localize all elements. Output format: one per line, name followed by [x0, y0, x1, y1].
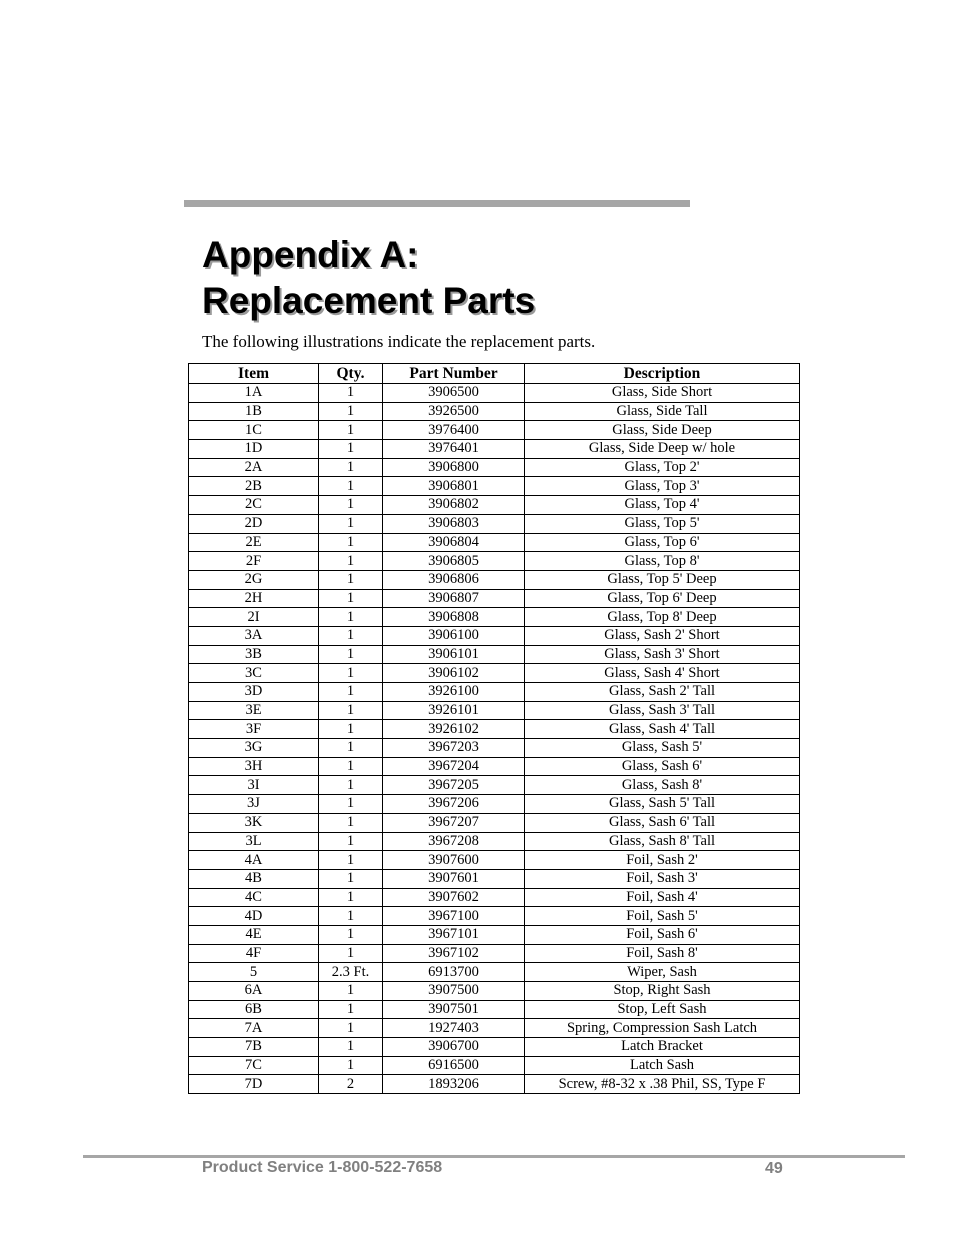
cell-item: 1C [189, 421, 319, 440]
cell-item: 4B [189, 869, 319, 888]
cell-description: Foil, Sash 8' [525, 944, 800, 963]
cell-part-number: 6916500 [383, 1056, 525, 1075]
cell-part-number: 3906100 [383, 626, 525, 645]
cell-item: 6A [189, 982, 319, 1001]
table-row [189, 440, 800, 459]
top-divider [184, 200, 690, 207]
footer-phone: Product Service 1-800-522-7658 [202, 1159, 443, 1176]
table-row [189, 496, 800, 515]
cell-description: Glass, Top 3' [525, 477, 800, 496]
cell-qty: 1 [319, 1000, 383, 1019]
cell-part-number: 3926101 [383, 701, 525, 720]
table-row [189, 552, 800, 571]
cell-part-number: 3967100 [383, 907, 525, 926]
table-row [189, 1000, 800, 1019]
cell-description: Glass, Sash 3' Tall [525, 701, 800, 720]
table-row [189, 907, 800, 926]
cell-part-number: 3906102 [383, 664, 525, 683]
footer-divider [83, 1155, 905, 1158]
cell-qty: 1 [319, 664, 383, 683]
cell-description: Glass, Sash 5' [525, 739, 800, 758]
cell-description: Glass, Side Deep [525, 421, 800, 440]
cell-qty: 1 [319, 533, 383, 552]
cell-description: Foil, Sash 3' [525, 869, 800, 888]
table-row [189, 888, 800, 907]
cell-description: Glass, Sash 2' Short [525, 626, 800, 645]
header-qty: Qty. [319, 364, 383, 384]
cell-item: 5 [189, 963, 319, 982]
cell-description: Glass, Side Tall [525, 402, 800, 421]
cell-description: Glass, Top 5' Deep [525, 570, 800, 589]
cell-item: 6B [189, 1000, 319, 1019]
cell-item: 3I [189, 776, 319, 795]
table-row [189, 533, 800, 552]
cell-item: 7C [189, 1056, 319, 1075]
cell-part-number: 3967203 [383, 739, 525, 758]
cell-qty: 1 [319, 757, 383, 776]
cell-description: Foil, Sash 2' [525, 851, 800, 870]
cell-item: 2C [189, 496, 319, 515]
table-row [189, 645, 800, 664]
cell-part-number: 6913700 [383, 963, 525, 982]
cell-description: Foil, Sash 6' [525, 925, 800, 944]
cell-item: 2F [189, 552, 319, 571]
cell-description: Wiper, Sash [525, 963, 800, 982]
intro-text: The following illustrations indicate the replacement parts. [202, 332, 596, 351]
cell-qty: 1 [319, 795, 383, 814]
cell-part-number: 3976401 [383, 440, 525, 459]
cell-description: Glass, Side Short [525, 384, 800, 403]
table-row [189, 1056, 800, 1075]
table-row [189, 626, 800, 645]
table-row [189, 963, 800, 982]
cell-item: 2D [189, 514, 319, 533]
cell-part-number: 1893206 [383, 1075, 525, 1094]
cell-qty: 1 [319, 440, 383, 459]
table-row [189, 795, 800, 814]
cell-description: Glass, Sash 3' Short [525, 645, 800, 664]
cell-part-number: 3976400 [383, 421, 525, 440]
table-row [189, 1019, 800, 1038]
cell-part-number: 3967207 [383, 813, 525, 832]
cell-qty: 1 [319, 813, 383, 832]
cell-description: Glass, Top 8' [525, 552, 800, 571]
cell-description: Glass, Sash 4' Tall [525, 720, 800, 739]
cell-qty: 1 [319, 570, 383, 589]
cell-qty: 1 [319, 421, 383, 440]
cell-item: 2H [189, 589, 319, 608]
table-row [189, 1075, 800, 1094]
cell-description: Glass, Sash 4' Short [525, 664, 800, 683]
cell-qty: 1 [319, 944, 383, 963]
title-line-1: Appendix A: [202, 234, 419, 275]
table-row [189, 701, 800, 720]
cell-qty: 1 [319, 907, 383, 926]
cell-description: Glass, Top 2' [525, 458, 800, 477]
cell-item: 4E [189, 925, 319, 944]
cell-item: 2A [189, 458, 319, 477]
cell-item: 3B [189, 645, 319, 664]
cell-part-number: 3907600 [383, 851, 525, 870]
cell-description: Glass, Sash 6' [525, 757, 800, 776]
table-row [189, 664, 800, 683]
table-row [189, 739, 800, 758]
table-row [189, 776, 800, 795]
cell-description: Foil, Sash 5' [525, 907, 800, 926]
table-row [189, 1038, 800, 1057]
cell-qty: 1 [319, 1038, 383, 1057]
cell-item: 1A [189, 384, 319, 403]
cell-qty: 1 [319, 869, 383, 888]
title-line-2: Replacement Parts [202, 280, 536, 321]
cell-part-number: 3967204 [383, 757, 525, 776]
cell-item: 3E [189, 701, 319, 720]
cell-description: Stop, Left Sash [525, 1000, 800, 1019]
cell-description: Glass, Sash 8' Tall [525, 832, 800, 851]
cell-item: 4D [189, 907, 319, 926]
cell-qty: 1 [319, 720, 383, 739]
cell-item: 4C [189, 888, 319, 907]
cell-qty: 1 [319, 496, 383, 515]
cell-qty: 1 [319, 589, 383, 608]
cell-item: 4F [189, 944, 319, 963]
table-row [189, 757, 800, 776]
table-row [189, 608, 800, 627]
cell-part-number: 3967102 [383, 944, 525, 963]
cell-description: Glass, Top 6' [525, 533, 800, 552]
cell-part-number: 3967101 [383, 925, 525, 944]
table-row [189, 832, 800, 851]
table-row [189, 851, 800, 870]
cell-description: Stop, Right Sash [525, 982, 800, 1001]
cell-description: Latch Bracket [525, 1038, 800, 1057]
cell-item: 3D [189, 683, 319, 702]
cell-part-number: 3907601 [383, 869, 525, 888]
cell-qty: 2 [319, 1075, 383, 1094]
table-row [189, 944, 800, 963]
cell-description: Glass, Sash 8' [525, 776, 800, 795]
cell-description: Glass, Top 6' Deep [525, 589, 800, 608]
cell-description: Glass, Sash 6' Tall [525, 813, 800, 832]
cell-qty: 1 [319, 477, 383, 496]
table-row [189, 982, 800, 1001]
cell-qty: 1 [319, 626, 383, 645]
cell-item: 2I [189, 608, 319, 627]
cell-qty: 1 [319, 888, 383, 907]
cell-item: 2B [189, 477, 319, 496]
page-number: 49 [765, 1160, 783, 1177]
cell-part-number: 3967205 [383, 776, 525, 795]
cell-item: 3L [189, 832, 319, 851]
cell-description: Glass, Side Deep w/ hole [525, 440, 800, 459]
cell-item: 3K [189, 813, 319, 832]
table-row [189, 869, 800, 888]
table-row [189, 458, 800, 477]
cell-description: Glass, Top 5' [525, 514, 800, 533]
cell-item: 1D [189, 440, 319, 459]
cell-qty: 1 [319, 832, 383, 851]
cell-part-number: 3926500 [383, 402, 525, 421]
cell-qty: 1 [319, 1019, 383, 1038]
cell-part-number: 3926102 [383, 720, 525, 739]
cell-item: 7A [189, 1019, 319, 1038]
table-header-row [189, 364, 800, 384]
cell-qty: 2.3 Ft. [319, 963, 383, 982]
cell-part-number: 3926100 [383, 683, 525, 702]
cell-item: 7B [189, 1038, 319, 1057]
cell-qty: 1 [319, 1056, 383, 1075]
header-description: Description [525, 364, 800, 384]
cell-item: 3A [189, 626, 319, 645]
cell-item: 3J [189, 795, 319, 814]
cell-qty: 1 [319, 384, 383, 403]
cell-part-number: 1927403 [383, 1019, 525, 1038]
cell-item: 3H [189, 757, 319, 776]
header-part-number: Part Number [383, 364, 525, 384]
cell-part-number: 3906500 [383, 384, 525, 403]
table-row [189, 570, 800, 589]
cell-qty: 1 [319, 645, 383, 664]
table-row [189, 514, 800, 533]
cell-item: 3G [189, 739, 319, 758]
cell-qty: 1 [319, 458, 383, 477]
cell-part-number: 3906803 [383, 514, 525, 533]
cell-part-number: 3906806 [383, 570, 525, 589]
cell-part-number: 3907500 [383, 982, 525, 1001]
cell-part-number: 3906801 [383, 477, 525, 496]
cell-item: 3C [189, 664, 319, 683]
table-row [189, 925, 800, 944]
table-row [189, 384, 800, 403]
cell-part-number: 3906808 [383, 608, 525, 627]
page-title [202, 232, 535, 324]
cell-part-number: 3907501 [383, 1000, 525, 1019]
parts-table [188, 363, 800, 1094]
cell-description: Latch Sash [525, 1056, 800, 1075]
cell-item: 3F [189, 720, 319, 739]
cell-qty: 1 [319, 514, 383, 533]
cell-qty: 1 [319, 925, 383, 944]
cell-description: Foil, Sash 4' [525, 888, 800, 907]
table-row [189, 421, 800, 440]
cell-part-number: 3967206 [383, 795, 525, 814]
cell-qty: 1 [319, 851, 383, 870]
cell-description: Glass, Sash 5' Tall [525, 795, 800, 814]
cell-description: Spring, Compression Sash Latch [525, 1019, 800, 1038]
cell-item: 2E [189, 533, 319, 552]
cell-item: 2G [189, 570, 319, 589]
cell-qty: 1 [319, 683, 383, 702]
cell-part-number: 3906800 [383, 458, 525, 477]
cell-part-number: 3967208 [383, 832, 525, 851]
cell-item: 1B [189, 402, 319, 421]
cell-description: Screw, #8-32 x .38 Phil, SS, Type F [525, 1075, 800, 1094]
cell-qty: 1 [319, 776, 383, 795]
cell-qty: 1 [319, 739, 383, 758]
table-row [189, 402, 800, 421]
table-row [189, 813, 800, 832]
table-row [189, 683, 800, 702]
table-row [189, 477, 800, 496]
cell-part-number: 3907602 [383, 888, 525, 907]
cell-item: 7D [189, 1075, 319, 1094]
cell-qty: 1 [319, 701, 383, 720]
cell-qty: 1 [319, 552, 383, 571]
cell-part-number: 3906807 [383, 589, 525, 608]
cell-description: Glass, Top 8' Deep [525, 608, 800, 627]
cell-part-number: 3906805 [383, 552, 525, 571]
parts-table-body [189, 384, 800, 1094]
cell-part-number: 3906700 [383, 1038, 525, 1057]
cell-qty: 1 [319, 608, 383, 627]
cell-part-number: 3906101 [383, 645, 525, 664]
table-row [189, 589, 800, 608]
cell-item: 4A [189, 851, 319, 870]
cell-qty: 1 [319, 402, 383, 421]
cell-qty: 1 [319, 982, 383, 1001]
cell-description: Glass, Top 4' [525, 496, 800, 515]
cell-part-number: 3906804 [383, 533, 525, 552]
cell-description: Glass, Sash 2' Tall [525, 683, 800, 702]
table-row [189, 720, 800, 739]
cell-part-number: 3906802 [383, 496, 525, 515]
header-item: Item [189, 364, 319, 384]
